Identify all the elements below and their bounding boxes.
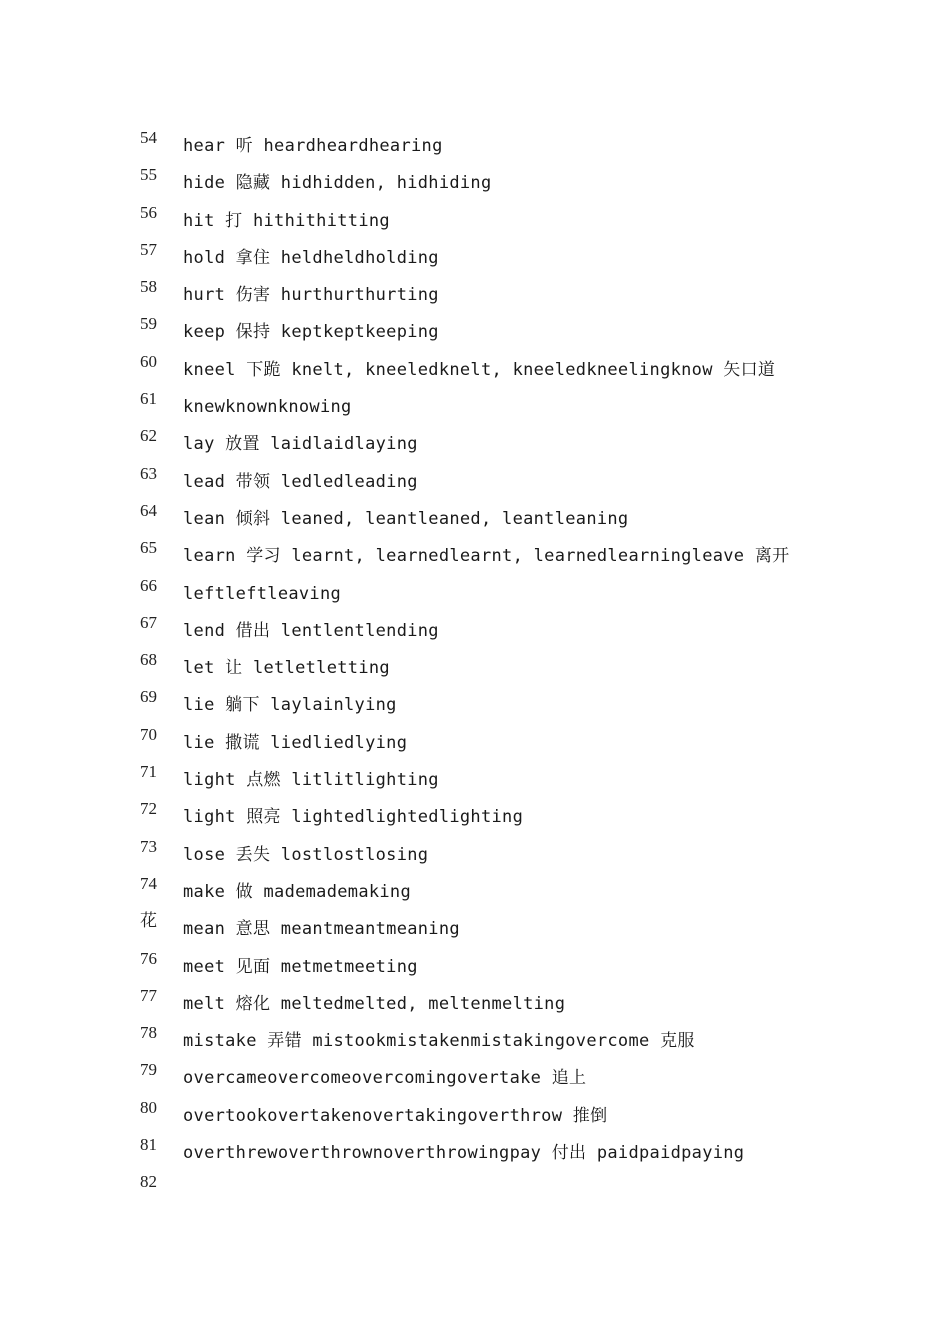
- vocabulary-line: hit 打 hithithitting: [183, 210, 390, 231]
- line-number: 62: [140, 426, 157, 446]
- vocabulary-line: overcameovercomeovercomingovertake 追上: [183, 1068, 587, 1089]
- vocabulary-line: knewknownknowing: [183, 397, 352, 418]
- line-number-column: [140, 124, 170, 1206]
- line-number: 57: [140, 239, 157, 259]
- line-number: 67: [140, 612, 157, 632]
- vocabulary-line: hurt 伤害 hurthurthurting: [183, 285, 439, 306]
- line-number: 78: [140, 1023, 157, 1043]
- vocabulary-line: mean 意思 meantmeantmeaning: [183, 919, 460, 940]
- vocabulary-line: learn 学习 learnt, learnedlearnt, learnedlearningleave 离开: [183, 546, 790, 567]
- vocabulary-line: mistake 弄错 mistookmistakenmistakingovercome 克服: [183, 1031, 695, 1052]
- line-number: 79: [140, 1060, 157, 1080]
- vocabulary-line: make 做 mademademaking: [183, 881, 411, 902]
- line-number: 70: [140, 724, 157, 744]
- line-number: 60: [140, 351, 157, 371]
- vocabulary-line: lie 撒谎 liedliedlying: [183, 732, 408, 753]
- vocabulary-line: lend 借出 lentlentlending: [183, 620, 439, 641]
- vocabulary-line: overthrewoverthrownoverthrowingpay 付出 paidpaidpaying: [183, 1143, 745, 1164]
- vocabulary-line: keep 保持 keptkeptkeeping: [183, 322, 439, 343]
- vocabulary-line: hold 拿住 heldheldholding: [183, 247, 439, 268]
- vocabulary-line: hear 听 heardheardhearing: [183, 136, 443, 156]
- line-number: 72: [140, 799, 157, 819]
- line-number: 71: [140, 762, 157, 782]
- vocabulary-line: let 让 letletletting: [183, 658, 390, 679]
- line-number: 80: [140, 1097, 157, 1117]
- line-number: 66: [140, 575, 157, 595]
- line-number: 55: [140, 165, 157, 185]
- line-number: 63: [140, 463, 157, 483]
- vocabulary-line: lean 倾斜 leaned, leantleaned, leantleaning: [183, 508, 629, 529]
- vocabulary-line: lose 丢失 lostlostlosing: [183, 844, 429, 865]
- line-number: 81: [140, 1135, 157, 1155]
- vocabulary-line: lead 带领 ledledleading: [183, 471, 418, 492]
- line-number: 56: [140, 202, 157, 222]
- line-number: 74: [140, 873, 157, 893]
- line-number: 82: [140, 1172, 157, 1192]
- line-number: 59: [140, 314, 157, 334]
- vocabulary-line: leftleftleaving: [183, 583, 342, 604]
- vocabulary-list: [183, 131, 923, 1175]
- line-number: 61: [140, 389, 157, 409]
- line-number: 花: [140, 911, 157, 931]
- line-number: 69: [140, 687, 157, 707]
- vocabulary-line: kneel 下跪 knelt, kneeledknelt, kneeledkneelingknow 矢口道: [183, 359, 776, 380]
- vocabulary-line: light 点燃 litlitlighting: [183, 770, 439, 791]
- vocabulary-line: hide 隐藏 hidhidden, hidhiding: [183, 173, 492, 194]
- line-number: 76: [140, 948, 157, 968]
- line-number: 54: [140, 128, 157, 147]
- line-number: 64: [140, 500, 157, 520]
- vocabulary-line: light 照亮 lightedlightedlighting: [183, 807, 524, 828]
- line-number: 77: [140, 985, 157, 1005]
- line-number: 58: [140, 277, 157, 297]
- vocabulary-line: lay 放置 laidlaidlaying: [183, 434, 418, 455]
- vocabulary-line: lie 躺下 laylainlying: [183, 695, 397, 716]
- line-number: 65: [140, 538, 157, 558]
- line-number: 68: [140, 650, 157, 670]
- vocabulary-line: melt 熔化 meltedmelted, meltenmelting: [183, 993, 566, 1014]
- vocabulary-line: meet 见面 metmetmeeting: [183, 956, 418, 977]
- vocabulary-line: overtookovertakenovertakingoverthrow 推倒: [183, 1105, 608, 1126]
- line-number: 73: [140, 836, 157, 856]
